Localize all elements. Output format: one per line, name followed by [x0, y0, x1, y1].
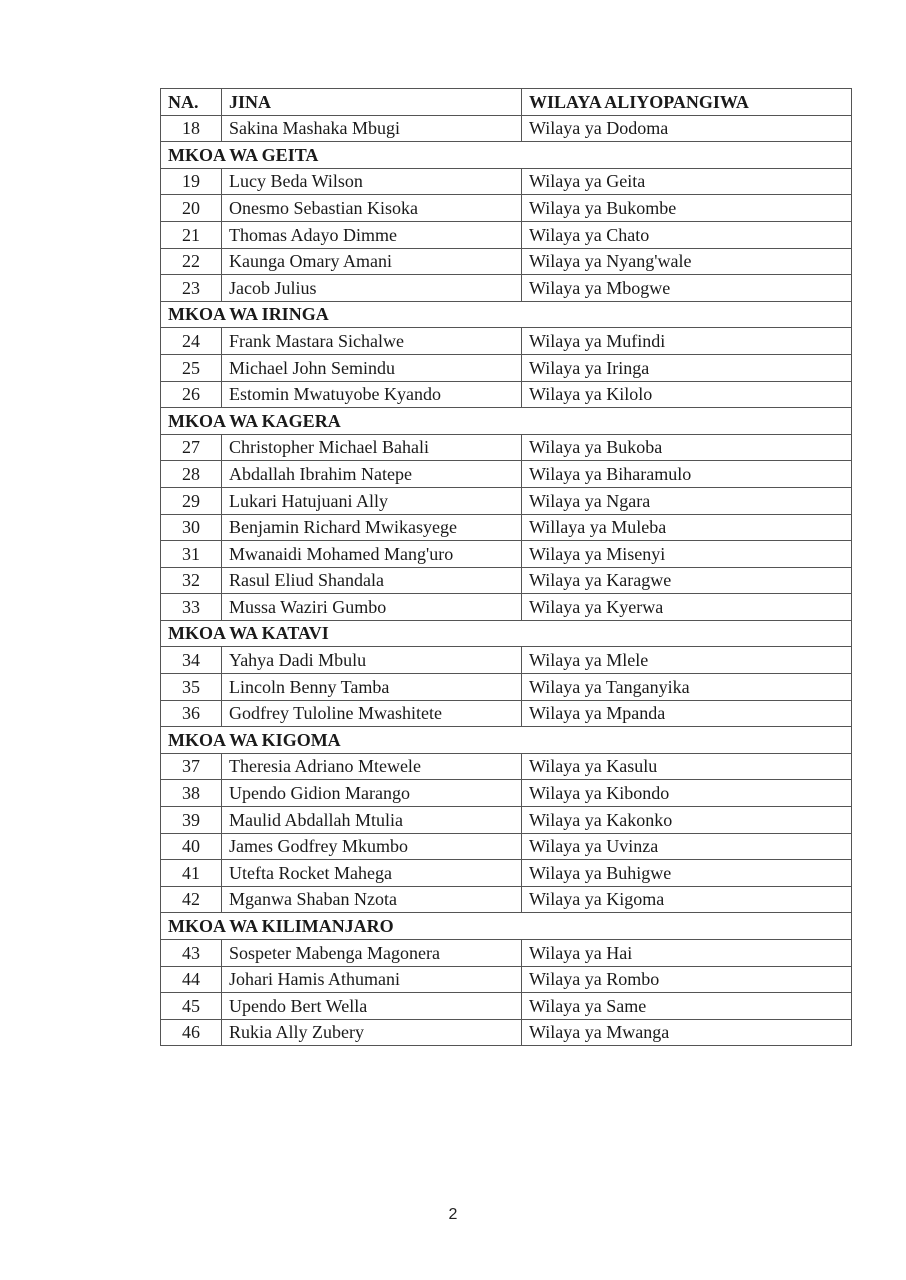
cell-district: Wilaya ya Ngara — [522, 487, 852, 514]
region-heading: MKOA WA KAGERA — [161, 408, 852, 435]
cell-district: Wilaya ya Kigoma — [522, 886, 852, 913]
cell-district: Wilaya ya Uvinza — [522, 833, 852, 860]
table-row — [161, 886, 852, 913]
column-header-district: WILAYA ALIYOPANGIWA — [522, 89, 852, 116]
table-row — [161, 993, 852, 1020]
cell-name: Kaunga Omary Amani — [222, 248, 522, 275]
cell-number: 36 — [161, 700, 222, 727]
cell-number: 30 — [161, 514, 222, 541]
cell-district: Wilaya ya Chato — [522, 221, 852, 248]
table-row — [161, 541, 852, 568]
table-row — [161, 1019, 852, 1046]
cell-name: Lukari Hatujuani Ally — [222, 487, 522, 514]
cell-district: Wilaya ya Hai — [522, 940, 852, 967]
table-row — [161, 354, 852, 381]
cell-district: Wilaya ya Mwanga — [522, 1019, 852, 1046]
cell-name: Johari Hamis Athumani — [222, 966, 522, 993]
cell-number: 46 — [161, 1019, 222, 1046]
cell-name: Yahya Dadi Mbulu — [222, 647, 522, 674]
column-header-name: JINA — [222, 89, 522, 116]
cell-name: Mussa Waziri Gumbo — [222, 594, 522, 621]
cell-number: 22 — [161, 248, 222, 275]
table-row — [161, 487, 852, 514]
cell-district: Wilaya ya Nyang'wale — [522, 248, 852, 275]
cell-number: 32 — [161, 567, 222, 594]
cell-district: Wilaya ya Mpanda — [522, 700, 852, 727]
cell-number: 42 — [161, 886, 222, 913]
cell-name: Maulid Abdallah Mtulia — [222, 807, 522, 834]
table-row — [161, 647, 852, 674]
cell-district: Wilaya ya Kasulu — [522, 753, 852, 780]
cell-name: Lucy Beda Wilson — [222, 168, 522, 195]
cell-number: 29 — [161, 487, 222, 514]
cell-name: Upendo Bert Wella — [222, 993, 522, 1020]
cell-district: Wilaya ya Dodoma — [522, 115, 852, 142]
cell-number: 24 — [161, 328, 222, 355]
region-heading: MKOA WA KATAVI — [161, 620, 852, 647]
table-row — [161, 674, 852, 701]
cell-district: Wilaya ya Bukombe — [522, 195, 852, 222]
table-row — [161, 221, 852, 248]
cell-name: Christopher Michael Bahali — [222, 434, 522, 461]
cell-district: Wilaya ya Biharamulo — [522, 461, 852, 488]
region-heading: MKOA WA IRINGA — [161, 301, 852, 328]
table-row — [161, 168, 852, 195]
cell-name: Theresia Adriano Mtewele — [222, 753, 522, 780]
table-row — [161, 248, 852, 275]
cell-name: Onesmo Sebastian Kisoka — [222, 195, 522, 222]
table-row — [161, 514, 852, 541]
cell-name: Sospeter Mabenga Magonera — [222, 940, 522, 967]
appointments-table — [160, 88, 852, 1046]
table-row — [161, 753, 852, 780]
table-row — [161, 860, 852, 887]
table-row — [161, 700, 852, 727]
cell-number: 33 — [161, 594, 222, 621]
table-body — [161, 115, 852, 1046]
cell-name: Lincoln Benny Tamba — [222, 674, 522, 701]
cell-number: 21 — [161, 221, 222, 248]
cell-name: Abdallah Ibrahim Natepe — [222, 461, 522, 488]
cell-number: 26 — [161, 381, 222, 408]
region-heading: MKOA WA GEITA — [161, 142, 852, 169]
cell-district: Wilaya ya Kakonko — [522, 807, 852, 834]
cell-district: Wilaya ya Mbogwe — [522, 275, 852, 302]
cell-name: Rasul Eliud Shandala — [222, 567, 522, 594]
cell-district: Wilaya ya Kyerwa — [522, 594, 852, 621]
cell-name: James Godfrey Mkumbo — [222, 833, 522, 860]
cell-number: 44 — [161, 966, 222, 993]
cell-name: Utefta Rocket Mahega — [222, 860, 522, 887]
cell-district: Wilaya ya Rombo — [522, 966, 852, 993]
cell-name: Michael John Semindu — [222, 354, 522, 381]
table-row — [161, 807, 852, 834]
cell-number: 38 — [161, 780, 222, 807]
cell-name: Frank Mastara Sichalwe — [222, 328, 522, 355]
cell-number: 25 — [161, 354, 222, 381]
region-heading: MKOA WA KILIMANJARO — [161, 913, 852, 940]
cell-name: Estomin Mwatuyobe Kyando — [222, 381, 522, 408]
region-heading-row — [161, 142, 852, 169]
cell-number: 40 — [161, 833, 222, 860]
column-header-number: NA. — [161, 89, 222, 116]
table-row — [161, 567, 852, 594]
table-row — [161, 940, 852, 967]
cell-name: Sakina Mashaka Mbugi — [222, 115, 522, 142]
table-row — [161, 381, 852, 408]
table-row — [161, 328, 852, 355]
cell-district: Wilaya ya Kibondo — [522, 780, 852, 807]
table-row — [161, 780, 852, 807]
cell-district: Wilaya ya Iringa — [522, 354, 852, 381]
table-row — [161, 275, 852, 302]
cell-number: 45 — [161, 993, 222, 1020]
cell-number: 34 — [161, 647, 222, 674]
cell-name: Rukia Ally Zubery — [222, 1019, 522, 1046]
cell-name: Godfrey Tuloline Mwashitete — [222, 700, 522, 727]
cell-number: 35 — [161, 674, 222, 701]
cell-name: Mganwa Shaban Nzota — [222, 886, 522, 913]
cell-number: 39 — [161, 807, 222, 834]
table-row — [161, 594, 852, 621]
cell-number: 41 — [161, 860, 222, 887]
cell-number: 43 — [161, 940, 222, 967]
cell-district: Wilaya ya Mufindi — [522, 328, 852, 355]
cell-district: Wilaya ya Geita — [522, 168, 852, 195]
cell-name: Thomas Adayo Dimme — [222, 221, 522, 248]
region-heading-row — [161, 913, 852, 940]
cell-district: Wilaya ya Misenyi — [522, 541, 852, 568]
cell-name: Mwanaidi Mohamed Mang'uro — [222, 541, 522, 568]
table-row — [161, 461, 852, 488]
cell-district: Wilaya ya Karagwe — [522, 567, 852, 594]
region-heading: MKOA WA KIGOMA — [161, 727, 852, 754]
cell-district: Willaya ya Muleba — [522, 514, 852, 541]
table-header-row — [161, 89, 852, 116]
region-heading-row — [161, 301, 852, 328]
region-heading-row — [161, 620, 852, 647]
table-row — [161, 833, 852, 860]
region-heading-row — [161, 408, 852, 435]
cell-name: Benjamin Richard Mwikasyege — [222, 514, 522, 541]
cell-number: 18 — [161, 115, 222, 142]
cell-district: Wilaya ya Buhigwe — [522, 860, 852, 887]
cell-number: 20 — [161, 195, 222, 222]
cell-name: Jacob Julius — [222, 275, 522, 302]
cell-number: 28 — [161, 461, 222, 488]
cell-district: Wilaya ya Same — [522, 993, 852, 1020]
cell-name: Upendo Gidion Marango — [222, 780, 522, 807]
table-row — [161, 115, 852, 142]
cell-number: 27 — [161, 434, 222, 461]
cell-number: 31 — [161, 541, 222, 568]
cell-number: 23 — [161, 275, 222, 302]
cell-number: 37 — [161, 753, 222, 780]
table-row — [161, 195, 852, 222]
cell-district: Wilaya ya Bukoba — [522, 434, 852, 461]
cell-district: Wilaya ya Tanganyika — [522, 674, 852, 701]
region-heading-row — [161, 727, 852, 754]
page-number: 2 — [448, 1206, 458, 1223]
cell-district: Wilaya ya Mlele — [522, 647, 852, 674]
cell-number: 19 — [161, 168, 222, 195]
table-row — [161, 966, 852, 993]
cell-district: Wilaya ya Kilolo — [522, 381, 852, 408]
table-row — [161, 434, 852, 461]
